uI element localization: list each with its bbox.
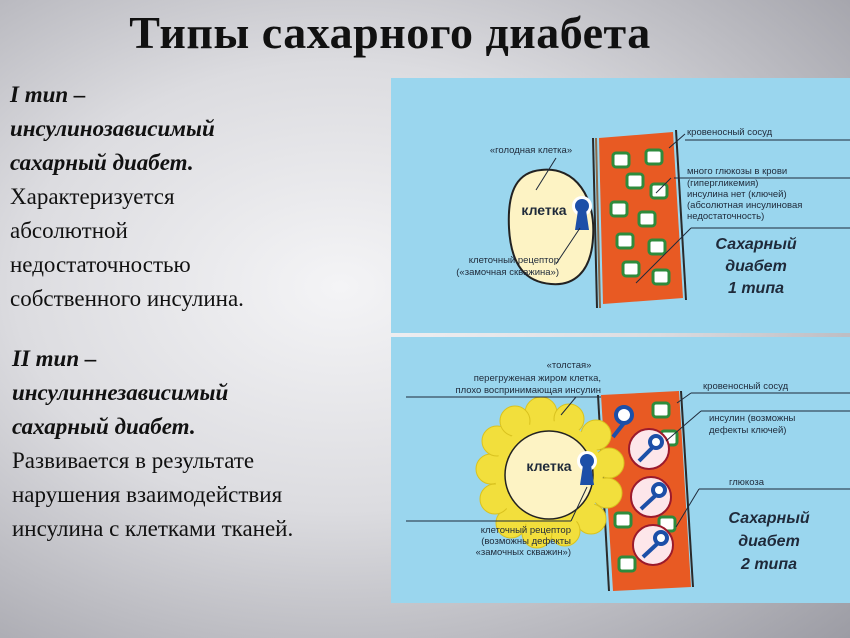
type1-heading-line: I тип – bbox=[10, 82, 86, 107]
type2-body-line: нарушения взаимодействия bbox=[12, 482, 283, 507]
glucose-note-line: инсулина нет (ключей) bbox=[687, 189, 787, 200]
glucose-molecule bbox=[639, 212, 655, 226]
diagram-type1-svg bbox=[391, 78, 850, 333]
fat-cell-label-line: «толстая» bbox=[546, 360, 592, 371]
glucose-note-line: (гипергликемия) bbox=[687, 178, 759, 189]
glucose-molecule bbox=[615, 513, 631, 527]
fat-cell-label-line: перегруженая жиром клетка, bbox=[473, 373, 601, 384]
receptor-label-line: клеточный рецептор bbox=[480, 525, 571, 536]
cell-label: клетка bbox=[521, 202, 567, 218]
glucose-molecule bbox=[651, 184, 667, 198]
receptor-label-line: клеточный рецептор bbox=[468, 255, 559, 266]
type2-heading-line: инсулиннезависимый bbox=[12, 380, 229, 405]
glucose-molecule bbox=[627, 174, 643, 188]
caption-line: Сахарный bbox=[728, 510, 810, 527]
glucose-note-line: (абсолютная инсулиновая bbox=[687, 200, 803, 211]
caption-line: 2 типа bbox=[740, 556, 798, 573]
caption-line: Сахарный bbox=[715, 236, 797, 253]
caption-line: диабет bbox=[738, 533, 800, 550]
glucose-molecule bbox=[613, 153, 629, 167]
diagram-type2-svg bbox=[391, 337, 850, 603]
type1-body-line: собственного инсулина. bbox=[10, 286, 244, 311]
glucose-molecule bbox=[649, 240, 665, 254]
type1-heading-line: сахарный диабет. bbox=[10, 150, 194, 175]
insulin-key-icon bbox=[633, 525, 673, 565]
caption-line: диабет bbox=[725, 258, 787, 275]
receptor-label-line: («замочная скважина») bbox=[456, 267, 559, 278]
type1-description bbox=[10, 78, 244, 316]
glucose-molecule bbox=[619, 557, 635, 571]
diagram-type1 bbox=[391, 78, 850, 333]
type2-heading-line: II тип – bbox=[12, 346, 97, 371]
glucose-molecule bbox=[646, 150, 662, 164]
type1-body-line: недостаточностью bbox=[10, 252, 191, 277]
type2-heading-line: сахарный диабет. bbox=[12, 414, 196, 439]
receptor-label-line: «замочных скважин») bbox=[475, 547, 571, 558]
insulin-key-icon bbox=[631, 477, 671, 517]
glucose-molecule bbox=[611, 202, 627, 216]
vessel-label: кровеносный сосуд bbox=[703, 381, 789, 392]
insulin-note-line: инсулин (возможны bbox=[709, 413, 796, 424]
receptor-label-line: (возможны дефекты bbox=[481, 536, 571, 547]
type2-description bbox=[12, 342, 293, 546]
type2-body-line: инсулина с клетками тканей. bbox=[12, 516, 294, 541]
type2-body-line: Развивается в результате bbox=[12, 448, 255, 473]
glucose-molecule bbox=[623, 262, 639, 276]
type1-body-line: Характеризуется bbox=[10, 184, 175, 209]
glucose-molecule bbox=[653, 403, 669, 417]
insulin-note-line: дефекты ключей) bbox=[709, 425, 787, 436]
glucose-note-line: много глюкозы в крови bbox=[687, 166, 788, 177]
type1-heading-line: инсулинозависимый bbox=[10, 116, 215, 141]
caption-line: 1 типа bbox=[727, 280, 785, 297]
vessel-label: кровеносный сосуд bbox=[687, 127, 773, 138]
glucose-label: глюкоза bbox=[729, 477, 765, 488]
glucose-note-line: недостаточность) bbox=[687, 211, 765, 222]
insulin-key-icon bbox=[629, 429, 669, 469]
diagram-type2 bbox=[391, 337, 850, 603]
glucose-molecule bbox=[653, 270, 669, 284]
type1-body-line: абсолютной bbox=[10, 218, 128, 243]
glucose-molecule bbox=[617, 234, 633, 248]
slide-title: Типы сахарного диабета bbox=[129, 7, 651, 58]
cell-label: клетка bbox=[526, 458, 572, 474]
hungry-cell-label: «голодная клетка» bbox=[489, 145, 573, 156]
fat-cell-label-line: плохо воспринимающая инсулин bbox=[455, 385, 601, 396]
